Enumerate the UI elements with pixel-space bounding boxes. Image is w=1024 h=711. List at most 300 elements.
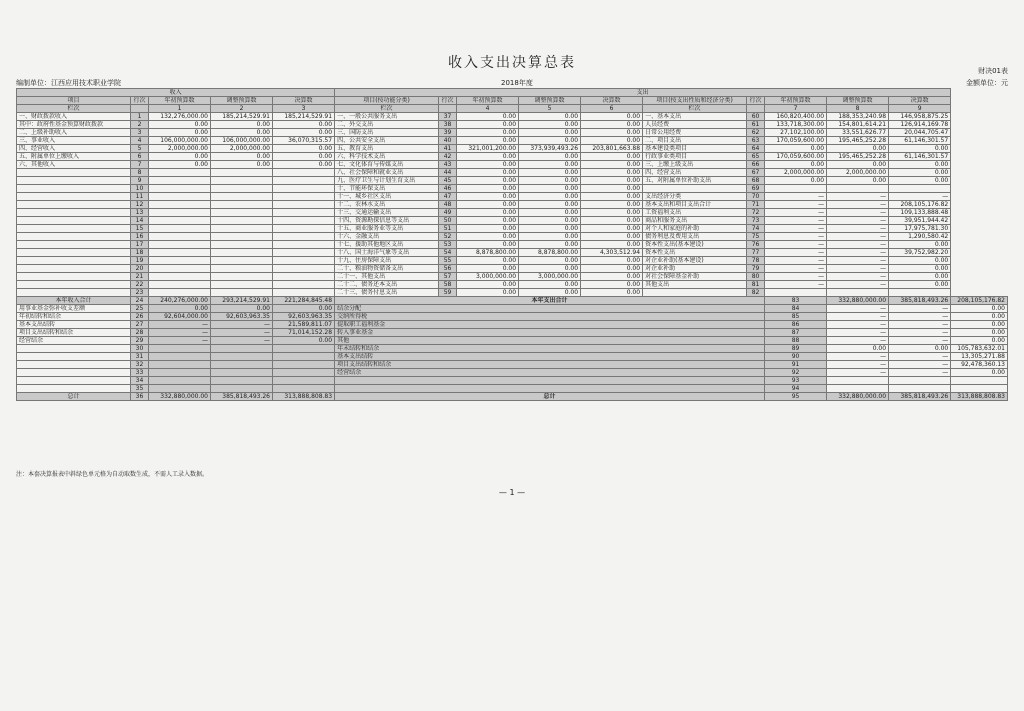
income-adjusted: 0.00	[211, 161, 273, 169]
func-initial: 0.00	[457, 201, 519, 209]
econ-initial: 0.00	[765, 161, 827, 169]
func-line: 45	[439, 177, 457, 185]
econ-adjusted: —	[827, 281, 889, 289]
distribution-line: 85	[765, 313, 827, 321]
balance-final	[273, 353, 335, 361]
func-line: 39	[439, 129, 457, 137]
grand-total-value: 332,880,000.00	[149, 393, 211, 401]
func-final: 0.00	[581, 217, 643, 225]
balance-initial	[149, 369, 211, 377]
balance-initial: —	[149, 337, 211, 345]
func-final: 0.00	[581, 257, 643, 265]
func-line: 37	[439, 113, 457, 121]
income-adjusted	[211, 185, 273, 193]
distribution-adjusted: —	[889, 329, 951, 337]
expense-grand-total-value: 313,888,808.83	[951, 393, 1008, 401]
column-label-blank	[131, 105, 149, 113]
balance-final	[273, 369, 335, 377]
income-line: 23	[131, 289, 149, 297]
income-final	[273, 289, 335, 297]
col-header-adjusted: 调整预算数	[211, 97, 273, 105]
expense-grand-total-label: 总计	[335, 393, 765, 401]
distribution-initial: —	[827, 313, 889, 321]
table-row	[17, 217, 1008, 225]
col-header-line: 行次	[747, 97, 765, 105]
econ-item	[643, 289, 747, 297]
balance-line: 33	[131, 369, 149, 377]
econ-adjusted: 0.00	[827, 161, 889, 169]
income-initial	[149, 249, 211, 257]
econ-item: 债务利息及费用支出	[643, 233, 747, 241]
func-initial: 0.00	[457, 161, 519, 169]
income-line: 8	[131, 169, 149, 177]
balance-item	[17, 353, 131, 361]
col-header-line: 行次	[439, 97, 457, 105]
func-final: 0.00	[581, 161, 643, 169]
func-line: 55	[439, 257, 457, 265]
distribution-line: 93	[765, 377, 827, 385]
econ-initial: —	[765, 209, 827, 217]
page-number: — 1 —	[498, 488, 526, 497]
income-total-label: 本年收入合计	[17, 297, 131, 305]
balance-line: 28	[131, 329, 149, 337]
income-item	[17, 281, 131, 289]
footnote: 注：本套决算报表中斜绿色单元格为自动取数生成，不需人工录入数据。	[16, 471, 209, 478]
income-total-line: 24	[131, 297, 149, 305]
func-adjusted: 0.00	[519, 129, 581, 137]
econ-final: 1,290,580.42	[889, 233, 951, 241]
func-adjusted: 0.00	[519, 257, 581, 265]
income-initial	[149, 185, 211, 193]
balance-adjusted: —	[211, 337, 273, 345]
balance-item	[17, 385, 131, 393]
econ-line: 71	[747, 201, 765, 209]
func-item: 十九、住房保障支出	[335, 257, 439, 265]
column-number: 6	[581, 105, 643, 113]
expense-total-line: 83	[765, 297, 827, 305]
func-final: 0.00	[581, 241, 643, 249]
func-item: 十六、金融支出	[335, 233, 439, 241]
income-initial	[149, 169, 211, 177]
income-adjusted: 185,214,529.91	[211, 113, 273, 121]
distribution-item: 年末结转和结余	[335, 345, 765, 353]
econ-final: 146,958,875.25	[889, 113, 951, 121]
form-code: 财决01表	[978, 67, 1008, 75]
table-row	[17, 185, 1008, 193]
column-number: 9	[889, 105, 951, 113]
econ-final	[889, 185, 951, 193]
income-line: 13	[131, 209, 149, 217]
func-initial: 321,001,200.00	[457, 145, 519, 153]
func-item: 十二、农林水支出	[335, 201, 439, 209]
table-row	[17, 121, 1008, 129]
distribution-final: 13,305,271.88	[951, 353, 1008, 361]
table-row	[17, 169, 1008, 177]
balance-line: 31	[131, 353, 149, 361]
column-number: 1	[149, 105, 211, 113]
income-initial	[149, 193, 211, 201]
econ-adjusted: —	[827, 265, 889, 273]
econ-final: 0.00	[889, 257, 951, 265]
table-row	[17, 225, 1008, 233]
income-item: 五、附属单位上缴收入	[17, 153, 131, 161]
func-initial: 0.00	[457, 169, 519, 177]
balance-initial: —	[149, 329, 211, 337]
income-line: 19	[131, 257, 149, 265]
table-row	[17, 289, 1008, 297]
econ-adjusted: 2,000,000.00	[827, 169, 889, 177]
income-item	[17, 257, 131, 265]
distribution-final: 92,478,360.13	[951, 361, 1008, 369]
table-row	[17, 337, 1008, 345]
econ-final: 0.00	[889, 169, 951, 177]
income-initial	[149, 201, 211, 209]
distribution-initial: —	[827, 369, 889, 377]
econ-initial: —	[765, 233, 827, 241]
func-final: 0.00	[581, 225, 643, 233]
func-initial: 0.00	[457, 185, 519, 193]
grand-total-label: 总计	[17, 393, 131, 401]
func-final: 0.00	[581, 193, 643, 201]
income-final: 185,214,529.91	[273, 113, 335, 121]
grand-total-value: 385,818,493.26	[211, 393, 273, 401]
income-adjusted	[211, 265, 273, 273]
income-total-value: 221,284,845.48	[273, 297, 335, 305]
balance-line: 30	[131, 345, 149, 353]
func-adjusted: 0.00	[519, 233, 581, 241]
func-line: 42	[439, 153, 457, 161]
func-final: 0.00	[581, 153, 643, 161]
econ-final: 0.00	[889, 241, 951, 249]
column-label: 栏次	[17, 105, 131, 113]
func-adjusted: 0.00	[519, 177, 581, 185]
distribution-line: 91	[765, 361, 827, 369]
distribution-line: 88	[765, 337, 827, 345]
col-header-initial: 年初预算数	[149, 97, 211, 105]
income-item	[17, 217, 131, 225]
income-final	[273, 249, 335, 257]
income-line: 18	[131, 249, 149, 257]
income-initial	[149, 209, 211, 217]
income-item: 二、上级补助收入	[17, 129, 131, 137]
table-row	[17, 177, 1008, 185]
econ-item: 对企业补助	[643, 265, 747, 273]
col-header-final: 决算数	[273, 97, 335, 105]
econ-item: 日常公用经费	[643, 129, 747, 137]
income-final: 36,070,315.57	[273, 137, 335, 145]
func-initial: 3,000,000.00	[457, 273, 519, 281]
table-row	[17, 353, 1008, 361]
income-item	[17, 233, 131, 241]
income-item	[17, 225, 131, 233]
econ-item: 对个人和家庭的补助	[643, 225, 747, 233]
income-adjusted	[211, 193, 273, 201]
table-row	[17, 153, 1008, 161]
distribution-adjusted	[889, 377, 951, 385]
grand-total-row	[17, 393, 1008, 401]
income-item: 四、经营收入	[17, 145, 131, 153]
econ-item: 商品和服务支出	[643, 217, 747, 225]
econ-final: 208,105,176.82	[889, 201, 951, 209]
econ-final: 17,975,781.30	[889, 225, 951, 233]
econ-initial: 170,059,600.00	[765, 137, 827, 145]
distribution-line: 84	[765, 305, 827, 313]
income-initial	[149, 177, 211, 185]
income-adjusted: 106,000,000.00	[211, 137, 273, 145]
table-row	[17, 377, 1008, 385]
income-adjusted	[211, 225, 273, 233]
currency-unit: 金额单位：元	[966, 79, 1008, 87]
income-adjusted	[211, 289, 273, 297]
func-item: 四、公共安全支出	[335, 137, 439, 145]
func-initial: 8,878,800.00	[457, 249, 519, 257]
func-line: 53	[439, 241, 457, 249]
econ-line: 64	[747, 145, 765, 153]
func-adjusted: 0.00	[519, 265, 581, 273]
balance-line: 32	[131, 361, 149, 369]
balance-final	[273, 345, 335, 353]
econ-initial: —	[765, 241, 827, 249]
grand-total-value: 313,888,808.83	[273, 393, 335, 401]
distribution-initial	[827, 377, 889, 385]
income-adjusted	[211, 217, 273, 225]
func-initial: 0.00	[457, 265, 519, 273]
func-initial: 0.00	[457, 121, 519, 129]
distribution-line: 86	[765, 321, 827, 329]
func-final: 0.00	[581, 113, 643, 121]
income-adjusted: 2,000,000.00	[211, 145, 273, 153]
distribution-final	[951, 377, 1008, 385]
func-adjusted: 0.00	[519, 161, 581, 169]
income-final	[273, 281, 335, 289]
func-line: 48	[439, 201, 457, 209]
func-item: 十七、援助其他地区支出	[335, 241, 439, 249]
econ-adjusted: 33,551,626.77	[827, 129, 889, 137]
func-item: 十八、国土海洋气象等支出	[335, 249, 439, 257]
econ-line: 61	[747, 121, 765, 129]
func-initial: 0.00	[457, 153, 519, 161]
income-total-value: 293,214,529.91	[211, 297, 273, 305]
func-adjusted: 8,878,800.00	[519, 249, 581, 257]
income-adjusted: 0.00	[211, 129, 273, 137]
balance-item: 经营结余	[17, 337, 131, 345]
income-line: 7	[131, 161, 149, 169]
func-item: 十、节能环保支出	[335, 185, 439, 193]
balance-adjusted: —	[211, 329, 273, 337]
econ-initial: —	[765, 249, 827, 257]
distribution-adjusted: —	[889, 321, 951, 329]
income-initial	[149, 217, 211, 225]
econ-adjusted: —	[827, 217, 889, 225]
econ-initial: 160,820,400.00	[765, 113, 827, 121]
balance-item	[17, 361, 131, 369]
income-initial: 0.00	[149, 153, 211, 161]
distribution-line: 90	[765, 353, 827, 361]
func-initial: 0.00	[457, 137, 519, 145]
income-adjusted: 0.00	[211, 153, 273, 161]
page-title: 收入支出决算总表	[448, 55, 576, 71]
func-item: 十五、商业服务业等支出	[335, 225, 439, 233]
econ-line: 74	[747, 225, 765, 233]
col-header-final: 决算数	[581, 97, 643, 105]
income-adjusted	[211, 169, 273, 177]
econ-line: 69	[747, 185, 765, 193]
column-number: 3	[273, 105, 335, 113]
distribution-item: 项目支出结转和结余	[335, 361, 765, 369]
func-initial: 0.00	[457, 129, 519, 137]
econ-line: 80	[747, 273, 765, 281]
func-item: 二十、粮油物资储备支出	[335, 265, 439, 273]
func-item: 二十一、其他支出	[335, 273, 439, 281]
col-header-final: 决算数	[889, 97, 951, 105]
func-item: 八、社会保障和就业支出	[335, 169, 439, 177]
col-header-line: 行次	[131, 97, 149, 105]
balance-initial	[149, 353, 211, 361]
income-expense-table	[16, 88, 1008, 401]
balance-initial	[149, 377, 211, 385]
expense-group-header: 支出	[335, 89, 951, 97]
income-item	[17, 177, 131, 185]
func-initial: 0.00	[457, 113, 519, 121]
econ-initial: 170,059,600.00	[765, 153, 827, 161]
column-number: 2	[211, 105, 273, 113]
expense-total-value: 208,105,176.82	[951, 297, 1008, 305]
income-adjusted	[211, 249, 273, 257]
table-row	[17, 145, 1008, 153]
column-label: 栏次	[335, 105, 439, 113]
income-item	[17, 265, 131, 273]
econ-item: 基本建设类项目	[643, 145, 747, 153]
table-row	[17, 385, 1008, 393]
distribution-final: 0.00	[951, 337, 1008, 345]
distribution-final: 0.00	[951, 321, 1008, 329]
income-total-value: 240,276,000.00	[149, 297, 211, 305]
func-adjusted: 0.00	[519, 241, 581, 249]
distribution-item: 经营结余	[335, 369, 765, 377]
econ-line: 81	[747, 281, 765, 289]
distribution-final: 0.00	[951, 313, 1008, 321]
econ-item: 对社会保障基金补助	[643, 273, 747, 281]
econ-final: 109,133,888.48	[889, 209, 951, 217]
distribution-line: 92	[765, 369, 827, 377]
econ-initial: —	[765, 265, 827, 273]
income-final	[273, 209, 335, 217]
balance-initial: —	[149, 321, 211, 329]
balance-adjusted	[211, 345, 273, 353]
balance-item: 项目支出结转和结余	[17, 329, 131, 337]
econ-line: 78	[747, 257, 765, 265]
income-adjusted	[211, 257, 273, 265]
col-header-initial: 年初预算数	[765, 97, 827, 105]
func-line: 41	[439, 145, 457, 153]
func-line: 51	[439, 225, 457, 233]
func-line: 38	[439, 121, 457, 129]
func-line: 52	[439, 233, 457, 241]
balance-adjusted	[211, 369, 273, 377]
econ-item: 其他支出	[643, 281, 747, 289]
func-final: 0.00	[581, 137, 643, 145]
balance-initial: 0.00	[149, 305, 211, 313]
econ-final: 0.00	[889, 281, 951, 289]
balance-line: 29	[131, 337, 149, 345]
econ-final: 0.00	[889, 145, 951, 153]
table-row	[17, 241, 1008, 249]
income-initial	[149, 225, 211, 233]
distribution-initial: —	[827, 361, 889, 369]
table-row	[17, 193, 1008, 201]
func-final: 0.00	[581, 201, 643, 209]
expense-grand-total-value: 332,880,000.00	[827, 393, 889, 401]
income-item	[17, 193, 131, 201]
table-row	[17, 281, 1008, 289]
econ-initial: 133,718,300.00	[765, 121, 827, 129]
balance-item: 年初结转和结余	[17, 313, 131, 321]
balance-item	[17, 377, 131, 385]
balance-adjusted	[211, 385, 273, 393]
table-row	[17, 161, 1008, 169]
econ-adjusted: —	[827, 249, 889, 257]
column-label: 栏次	[643, 105, 747, 113]
econ-line: 73	[747, 217, 765, 225]
func-line: 59	[439, 289, 457, 297]
expense-total-label: 本年支出合计	[335, 297, 765, 305]
distribution-initial: —	[827, 305, 889, 313]
balance-initial: 92,604,000.00	[149, 313, 211, 321]
econ-final: 39,951,944.42	[889, 217, 951, 225]
income-initial: 2,000,000.00	[149, 145, 211, 153]
func-adjusted: 373,939,493.26	[519, 145, 581, 153]
income-item	[17, 169, 131, 177]
econ-adjusted: —	[827, 241, 889, 249]
income-adjusted	[211, 273, 273, 281]
table-row	[17, 369, 1008, 377]
table-row	[17, 129, 1008, 137]
func-line: 40	[439, 137, 457, 145]
econ-line: 72	[747, 209, 765, 217]
econ-initial	[765, 185, 827, 193]
econ-line: 60	[747, 113, 765, 121]
econ-item: 基本支出和项目支出合计	[643, 201, 747, 209]
fiscal-year: 2018年度	[501, 79, 533, 87]
econ-initial: 0.00	[765, 145, 827, 153]
income-group-header: 收入	[17, 89, 335, 97]
econ-line: 62	[747, 129, 765, 137]
func-line: 54	[439, 249, 457, 257]
func-line: 46	[439, 185, 457, 193]
balance-adjusted	[211, 361, 273, 369]
econ-adjusted: —	[827, 209, 889, 217]
income-adjusted	[211, 241, 273, 249]
func-final: 0.00	[581, 121, 643, 129]
income-adjusted	[211, 233, 273, 241]
income-final: 0.00	[273, 161, 335, 169]
func-final: 0.00	[581, 289, 643, 297]
func-item: 二、外交支出	[335, 121, 439, 129]
func-adjusted: 0.00	[519, 137, 581, 145]
func-initial: 0.00	[457, 257, 519, 265]
balance-final: 92,603,963.35	[273, 313, 335, 321]
econ-line: 68	[747, 177, 765, 185]
unit-line	[16, 78, 1008, 88]
grand-total-line: 36	[131, 393, 149, 401]
balance-initial	[149, 345, 211, 353]
table-row	[17, 137, 1008, 145]
income-final: 0.00	[273, 145, 335, 153]
balance-initial	[149, 385, 211, 393]
econ-item: 人员经费	[643, 121, 747, 129]
income-adjusted	[211, 209, 273, 217]
balance-adjusted: 92,603,963.35	[211, 313, 273, 321]
